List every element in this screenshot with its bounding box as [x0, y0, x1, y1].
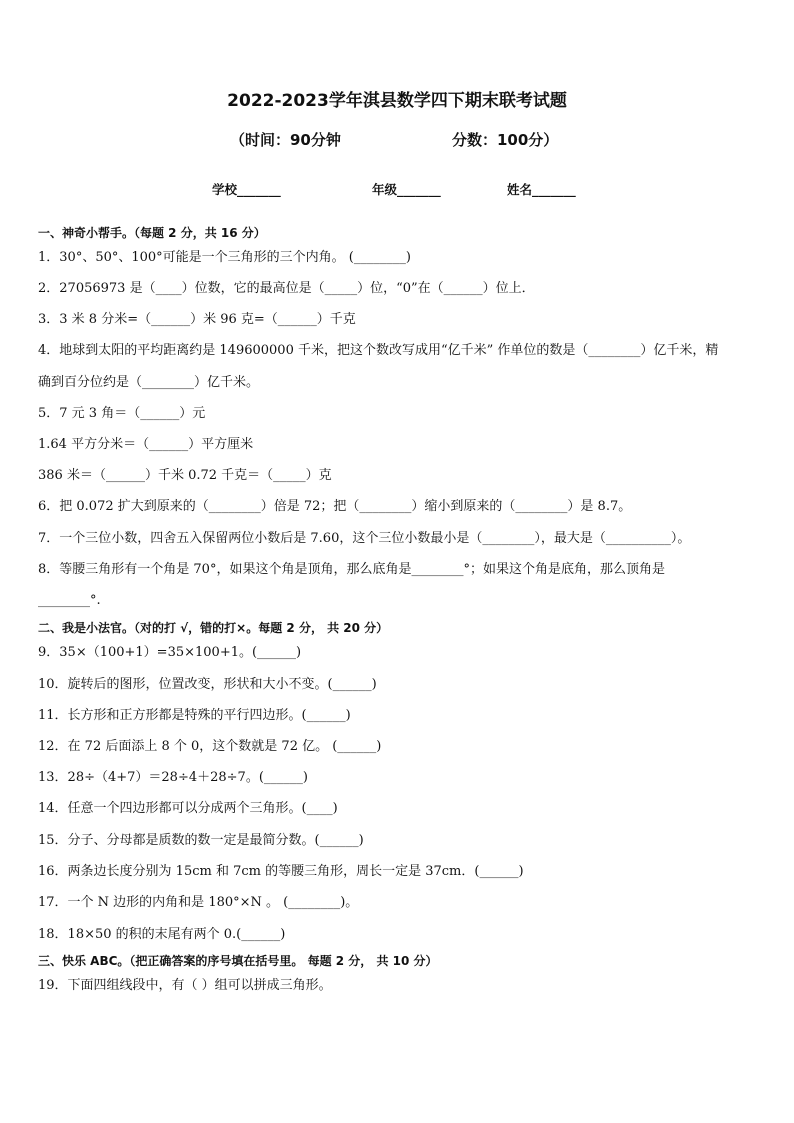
question-19: 19．下面四组线段中，有（ ）组可以拼成三角形。	[38, 978, 332, 993]
score-label: 分数：100分）	[452, 131, 559, 149]
question-11: 11．长方形和正方形都是特殊的平行四边形。(______)	[38, 708, 351, 723]
question-6: 6．把 0.072 扩大到原来的（________）倍是 72；把（________）缩小到原来的（________）是 8.7。	[38, 499, 632, 514]
time-label: （时间：90分钟	[230, 131, 341, 149]
section-heading-1: 一、神奇小帮手。（每题 2 分，共 16 分）	[38, 226, 266, 240]
question-3: 3．3 米 8 分米=（______）米 96 克=（______）千克	[38, 312, 356, 327]
question-1: 1．30°、50°、100°可能是一个三角形的三个内角。 (________)	[38, 250, 411, 265]
question-8: 8．等腰三角形有一个角是 70°，如果这个角是顶角，那么底角是________°；如果这个角是底角，那么顶角是	[38, 562, 665, 577]
question-5: 5．7 元 3 角＝（______）元	[38, 406, 206, 421]
name-field: 姓名_______	[507, 182, 576, 197]
question-13: 13．28÷（4+7）＝28÷4＋28÷7。(______)	[38, 770, 308, 785]
question-9: 9．35×（100+1）=35×100+1。(______)	[38, 645, 302, 660]
question-4-cont: 确到百分位约是（________）亿千米。	[38, 375, 260, 390]
grade-field: 年级_______	[372, 182, 441, 197]
question-7: 7．一个三位小数，四舍五入保留两位小数后是 7.60，这个三位小数最小是（________），最大是（__________）。	[38, 531, 691, 546]
question-18: 18．18×50 的积的末尾有两个 0.(______)	[38, 927, 286, 942]
question-2: 2．27056973 是（____）位数，它的最高位是（_____）位，“0”在（______）位上．	[38, 281, 535, 296]
exam-title: 2022-2023学年淇县数学四下期末联考试题	[227, 91, 567, 111]
question-4: 4．地球到太阳的平均距离约是 149600000 千米，把这个数改写成用“亿千米” 作单位的数是（________）亿千米，精	[38, 343, 719, 358]
question-15: 15．分子、分母都是质数的数一定是最简分数。(______)	[38, 833, 364, 848]
question-10: 10．旋转后的图形，位置改变，形状和大小不变。(______)	[38, 677, 377, 692]
question-5-b: 1.64 平方分米＝（______）平方厘米	[38, 437, 254, 452]
question-17: 17．一个 N 边形的内角和是 180°×N 。 (________)。	[38, 895, 359, 910]
question-12: 12．在 72 后面添上 8 个 0，这个数就是 72 亿。 (______)	[38, 739, 382, 754]
section-heading-3: 三、快乐 ABC。（把正确答案的序号填在括号里。 每题 2 分， 共 10 分）	[38, 954, 438, 968]
question-8-cont: ________°.	[38, 593, 101, 608]
question-16: 16．两条边长度分别为 15cm 和 7cm 的等腰三角形，周长一定是 37cm．(______)	[38, 864, 524, 879]
question-5-c: 386 米＝（______）千米 0.72 千克＝（_____）克	[38, 468, 332, 483]
school-field: 学校_______	[212, 182, 281, 197]
question-14: 14．任意一个四边形都可以分成两个三角形。(____)	[38, 801, 338, 816]
section-heading-2: 二、我是小法官。（对的打 √，错的打×。每题 2 分， 共 20 分）	[38, 621, 389, 635]
